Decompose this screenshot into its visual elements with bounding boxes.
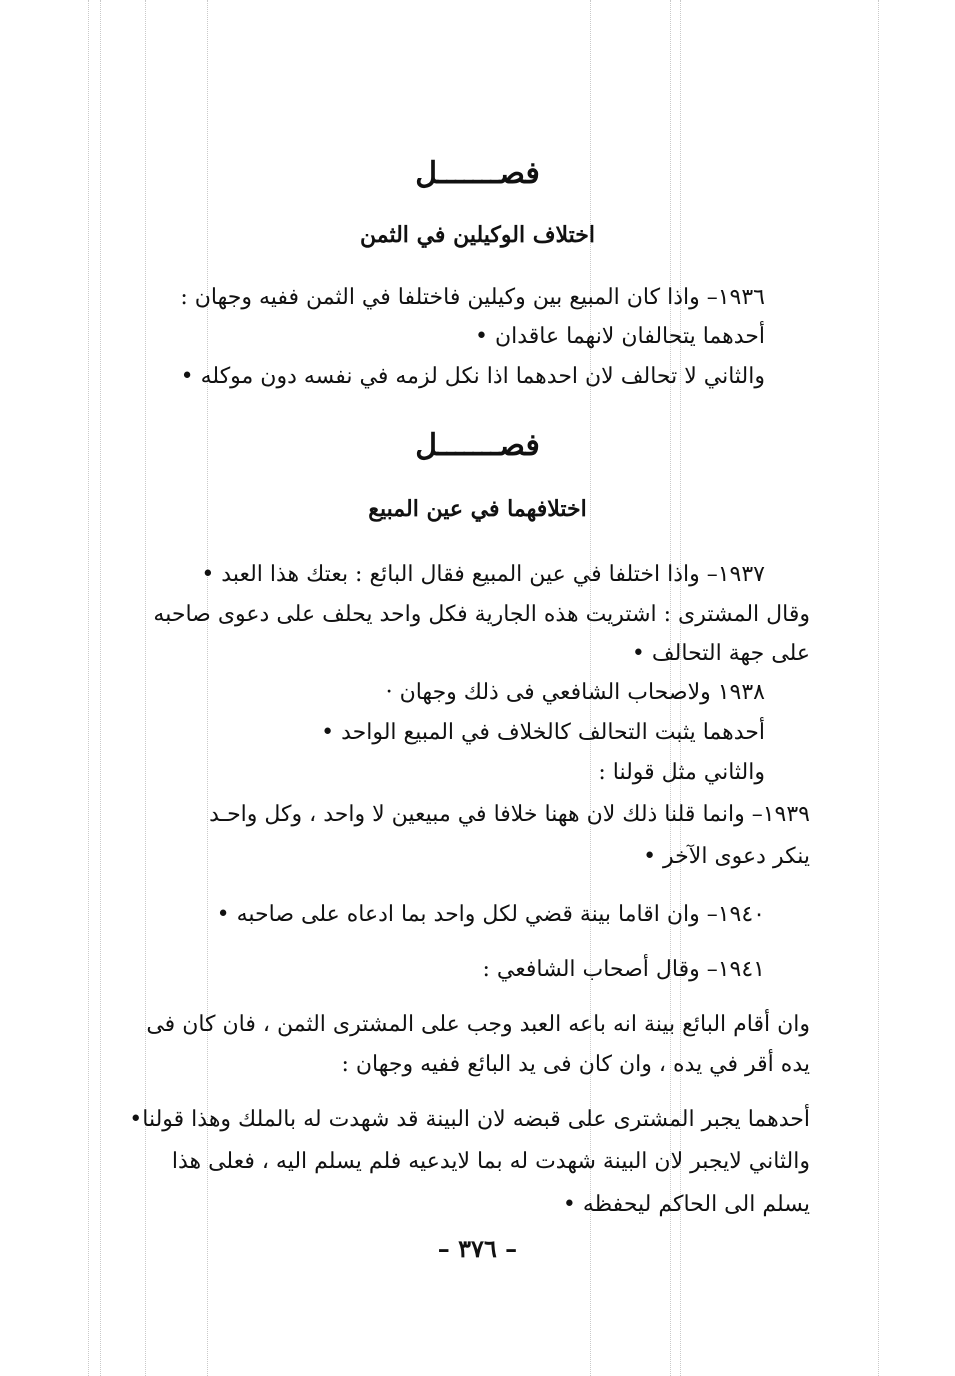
paragraph-line: والثاني لا تحالف لان احدهما اذا نكل لزمه في نفسه دون موكله •	[180, 364, 765, 389]
paragraph-line: ١٩٣٦– واذا كان المبيع بين وكيلين فاختلفا في الثمن ففيه وجهان :	[180, 285, 765, 310]
paragraph-line: ١٩٤٠– وان اقاما بينة قضي لكل واحد بما ادعاه على صاحبه •	[216, 902, 765, 927]
paragraph-line: أحدهما يتحالفان لانهما عاقدان •	[475, 324, 765, 349]
section-subheading: اختلافهما في عين المبيع	[368, 496, 587, 522]
scan-guide-line	[878, 0, 879, 1376]
paragraph-line: وان أقام البائع بينة انه باعه العبد وجب على المشترى الثمن ، فان كان فى	[146, 1012, 810, 1037]
paragraph-line: ينكر دعوى الآخر •	[643, 844, 810, 869]
section-heading: فصـــــــل	[415, 156, 540, 191]
paragraph-line: ١٩٣٨ ولاصحاب الشافعي فى ذلك وجهان ·	[385, 680, 765, 705]
paragraph-line: ١٩٣٧– واذا اختلفا في عين المبيع فقال البائع : بعتك هذا العبد •	[201, 562, 765, 587]
paragraph-line: يسلم الى الحاكم ليحفظه •	[562, 1192, 810, 1217]
paragraph-line: ١٩٣٩– وانما قلنا ذلك لان ههنا خلافا في مبيعين لا واحد ، وكل واحـد	[209, 802, 810, 827]
paragraph-line: والثاني مثل قولنا :	[598, 760, 765, 785]
scan-guide-line	[100, 0, 101, 1376]
page-number: – ٣٧٦ –	[437, 1234, 518, 1263]
paragraph-line: وقال المشترى : اشتريت هذه الجارية فكل واحد يحلف على دعوى صاحبه	[153, 602, 810, 627]
section-heading: فصـــــــل	[415, 428, 540, 463]
paragraph-line: يده أقر في يده ، وان كان فى يد البائع ففيه وجهان :	[341, 1052, 810, 1077]
scan-guide-line	[88, 0, 89, 1376]
paragraph-line: أحدهما يجبر المشترى على قبضه لان البينة قد شهدت له بالملك وهذا قولنا•	[129, 1107, 810, 1132]
paragraph-line: والثاني لايجبر لان البينة شهدت له بما لايدعيه فلم يسلم اليه ، فعلى هذا	[171, 1149, 810, 1174]
paragraph-line: ١٩٤١– وقال أصحاب الشافعي :	[482, 957, 765, 982]
paragraph-line: أحدهما يثبت التحالف كالخلاف في المبيع الواحد •	[321, 720, 765, 745]
paragraph-line: على جهة التحالف •	[631, 641, 810, 666]
section-subheading: اختلاف الوكيلين في الثمن	[360, 222, 595, 248]
